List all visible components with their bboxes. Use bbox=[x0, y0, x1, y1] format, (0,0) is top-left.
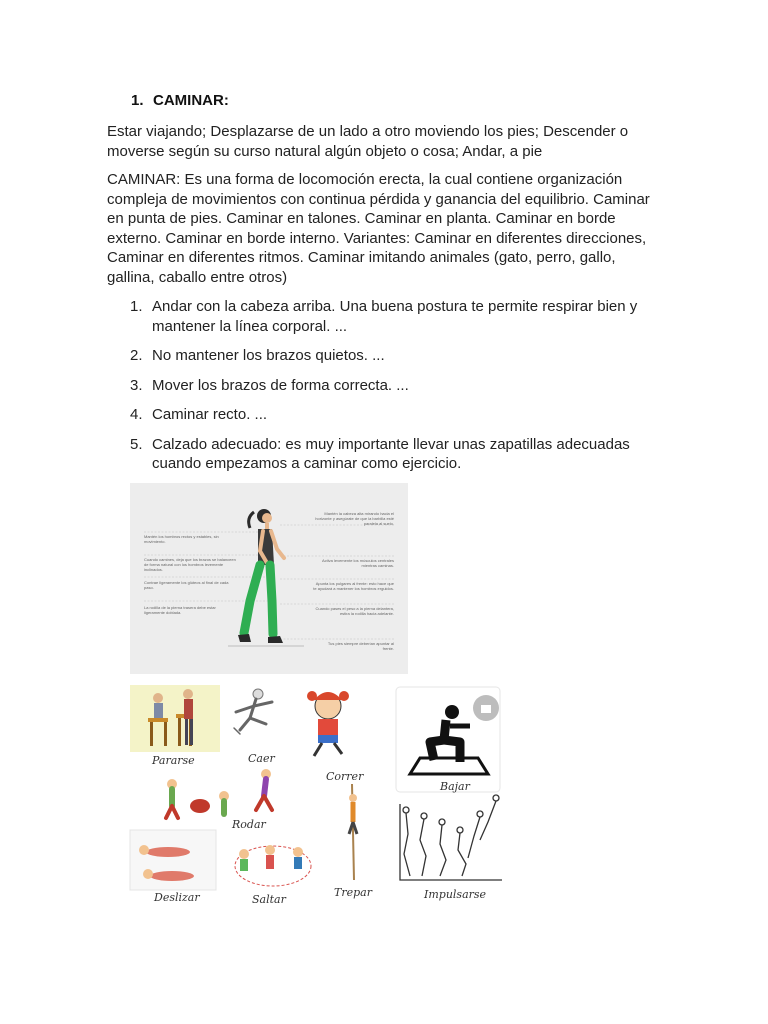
section-heading bbox=[131, 92, 229, 109]
posture-note: La rodilla de la pierna trasera debe estar ligeramente doblada. bbox=[144, 605, 216, 615]
movement-label-deslizar: Deslizar bbox=[154, 891, 200, 904]
posture-note: Mantén los hombros rectos y estables, sin movimiento. bbox=[144, 534, 219, 544]
trepar-illustration bbox=[349, 784, 357, 880]
posture-note: Cuando pases el peso a la pierna delantera, estira la rodilla hacia adelante. bbox=[315, 606, 394, 616]
list-text: Andar con la cabeza arriba. Una buena postura te permite respirar bien y mantener la línea corporal. ... bbox=[152, 298, 638, 335]
list-number: 3. bbox=[130, 376, 143, 394]
heading-number: 1. bbox=[131, 92, 144, 109]
caer-illustration bbox=[234, 689, 272, 734]
movement-label-pararse: Pararse bbox=[152, 754, 195, 767]
list-item bbox=[130, 346, 650, 366]
movement-label-bajar: Bajar bbox=[440, 780, 470, 793]
movement-label-impulsarse: Impulsarse bbox=[424, 888, 487, 901]
rodar-illustration bbox=[166, 769, 272, 818]
list-text: Caminar recto. ... bbox=[152, 406, 268, 423]
posture-illustration bbox=[130, 483, 408, 674]
tips-list bbox=[130, 297, 650, 484]
deslizar-illustration bbox=[130, 830, 216, 890]
definition-paragraph: Estar viajando; Desplazarse de un lado a otro moviendo los pies; Descender o moverse según su curso natural algún objeto o cosa; Andar, a pie bbox=[107, 123, 629, 160]
heading-title: CAMINAR: bbox=[153, 92, 229, 109]
movement-label-saltar: Saltar bbox=[252, 893, 286, 906]
walking-woman-icon bbox=[238, 509, 284, 643]
correr-illustration bbox=[307, 691, 349, 756]
list-text: No mantener los brazos quietos. ... bbox=[152, 347, 385, 364]
description-paragraph: CAMINAR: Es una forma de locomoción erecta, la cual contiene organización compleja de movimientos con continua pérdida y ganancia del equilibrio. Caminar en punta de pies. Caminar en talones. Caminar en planta. Caminar en borde externo. Caminar en borde interno. Variantes: Caminar en diferentes direcciones, Caminar en diferentes ritmos. Caminar imitando animales (gato, perro, gallo, gallina, caballo entre otros) bbox=[107, 171, 650, 286]
posture-note: Activa levemente los músculos centrales mientras caminas. bbox=[321, 558, 394, 568]
posture-note: Apunta los pulgares al frente: esto hace que te ayudará a mantener los hombros erguidos. bbox=[313, 581, 394, 591]
list-number: 1. bbox=[130, 298, 143, 315]
list-text: Calzado adecuado: es muy importante llevar unas zapatillas adecuadas cuando empezamos a caminar como ejercicio. bbox=[152, 435, 630, 472]
impulsarse-illustration bbox=[400, 795, 502, 880]
movement-label-correr: Correr bbox=[326, 770, 364, 783]
bajar-illustration bbox=[396, 687, 500, 792]
posture-note: Tus pies siempre deberían apuntar al frente. bbox=[327, 641, 394, 651]
list-text: Mover los brazos de forma correcta. ... bbox=[152, 376, 409, 394]
list-item bbox=[130, 297, 650, 336]
saltar-illustration bbox=[235, 845, 311, 886]
movements-collage bbox=[128, 684, 506, 912]
movement-label-trepar: Trepar bbox=[334, 886, 372, 899]
pararse-illustration bbox=[130, 685, 220, 752]
list-number: 2. bbox=[130, 347, 143, 364]
list-item bbox=[130, 376, 650, 396]
posture-note: Mantén la cabeza alta mirando hacia el horizonte y asegúrate de que la barbilla esté paralela al suelo. bbox=[315, 511, 394, 526]
movement-label-rodar: Rodar bbox=[232, 818, 266, 831]
list-item bbox=[130, 435, 650, 474]
list-number: 5. bbox=[130, 435, 143, 453]
list-number: 4. bbox=[130, 406, 143, 423]
posture-note: Cuando camines, deja que los brazos se balanceen de forma natural con los hombros levemente inclinados. bbox=[144, 557, 236, 572]
movement-label-caer: Caer bbox=[248, 752, 275, 765]
posture-note: Contrae ligeramente los glúteos al final de cada paso. bbox=[144, 580, 229, 590]
list-item bbox=[130, 405, 650, 425]
